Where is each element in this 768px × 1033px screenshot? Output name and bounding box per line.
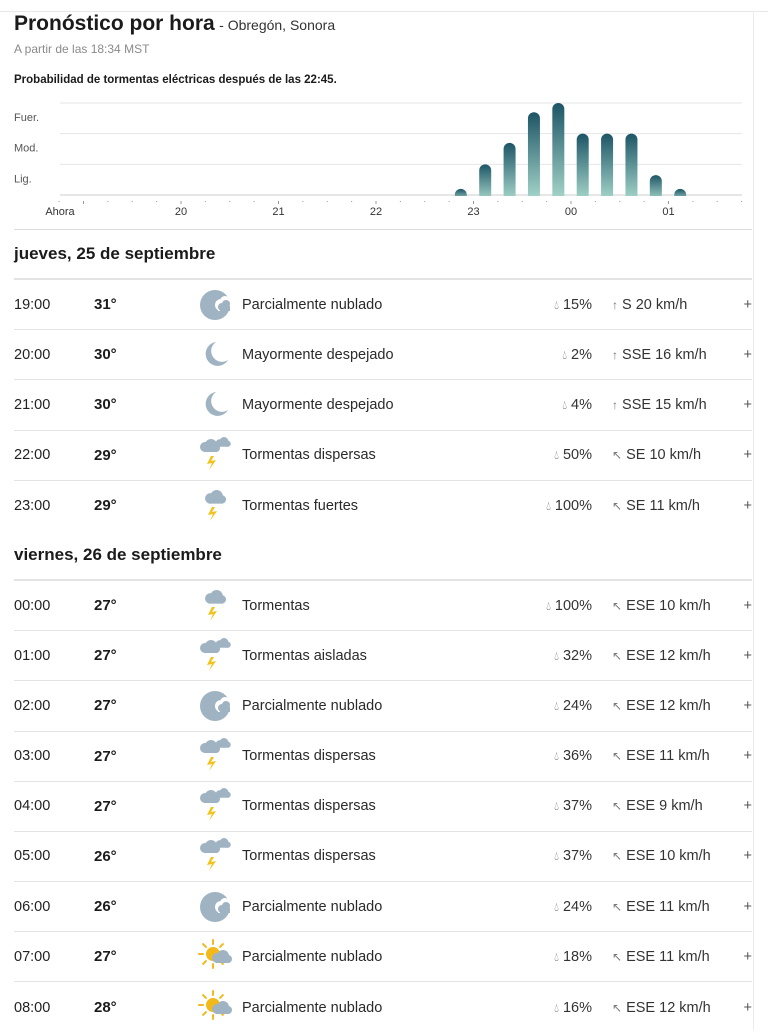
wind-value: SSE 16 km/h (622, 346, 707, 363)
storm-icon (190, 588, 242, 624)
condition: Mayormente despejado (242, 346, 394, 363)
wind-direction-arrow-icon: ↑ (612, 397, 618, 412)
wind-direction-arrow-icon: ↖ (612, 498, 623, 513)
precip-value: 100% (554, 497, 592, 514)
condition: Parcialmente nublado (242, 999, 383, 1016)
precipitation (522, 949, 602, 965)
hour-time: 06:00 (14, 898, 51, 915)
temperature: 27° (94, 597, 117, 615)
hour-row[interactable] (14, 631, 752, 681)
condition: Tormentas aisladas (242, 647, 367, 664)
wind (602, 297, 732, 313)
scattered-storms-icon (190, 638, 242, 674)
expand-button[interactable]: + (743, 948, 752, 965)
hour-time: 03:00 (14, 748, 51, 765)
hour-time: 05:00 (14, 848, 51, 865)
hour-row[interactable] (14, 882, 752, 932)
droplet-icon: 💧︎ (554, 297, 559, 312)
condition: Mayormente despejado (242, 396, 394, 413)
condition: Tormentas dispersas (242, 798, 376, 815)
expand-button[interactable]: + (743, 848, 752, 865)
wind-value: S 20 km/h (622, 296, 688, 313)
forecast-list (14, 230, 752, 1033)
storm-alert: Probabilidad de tormentas eléctricas después de las 22:45. (14, 74, 337, 86)
wind-value: ESE 12 km/h (626, 647, 711, 664)
wind (602, 598, 732, 614)
wind (602, 848, 732, 864)
storm-bar (528, 112, 540, 201)
precip-value: 2% (571, 346, 592, 363)
hour-row[interactable] (14, 732, 752, 782)
expand-button[interactable]: + (743, 697, 752, 714)
hour-time: 02:00 (14, 697, 51, 714)
wind-value: SSE 15 km/h (622, 396, 707, 413)
expand-button[interactable]: + (743, 999, 752, 1016)
droplet-icon: 💧︎ (554, 899, 559, 914)
precipitation (522, 598, 602, 614)
scattered-storms-icon (190, 437, 242, 473)
expand-button[interactable]: + (743, 497, 752, 514)
wind-value: ESE 11 km/h (626, 898, 710, 915)
hour-time: 00:00 (14, 597, 51, 614)
condition: Parcialmente nublado (242, 898, 383, 915)
temperature: 30° (94, 396, 117, 414)
hour-row[interactable] (14, 832, 752, 882)
condition: Tormentas dispersas (242, 447, 376, 464)
droplet-icon: 💧︎ (554, 849, 559, 864)
x-tick-label: 21 (272, 206, 285, 218)
updated-time: A partir de las 18:34 MST (14, 42, 150, 56)
day-rows (14, 280, 752, 531)
storm-bar (552, 103, 564, 201)
storm-bar (601, 134, 613, 201)
wind-value: ESE 12 km/h (626, 697, 711, 714)
precipitation (522, 447, 602, 463)
hour-row[interactable] (14, 280, 752, 330)
storm-bar (625, 134, 637, 201)
expand-button[interactable]: + (743, 296, 752, 313)
hour-time: 19:00 (14, 296, 51, 313)
x-tick-label: 22 (369, 206, 383, 218)
hour-row[interactable] (14, 932, 752, 982)
wind-value: SE 11 km/h (626, 497, 700, 514)
precip-value: 4% (571, 396, 592, 413)
partly-cloudy-night-icon (190, 689, 242, 723)
x-tick-label: 20 (174, 206, 188, 218)
x-tick-label: 00 (564, 206, 578, 218)
precipitation (522, 748, 602, 764)
wind-direction-arrow-icon: ↖ (612, 799, 623, 814)
temperature: 29° (94, 497, 117, 515)
location: - Obregón, Sonora (219, 17, 336, 33)
temperature: 30° (94, 346, 117, 364)
precip-value: 100% (554, 597, 592, 614)
precipitation (522, 1000, 602, 1016)
storm-bar (504, 143, 516, 201)
hour-time: 21:00 (14, 396, 51, 413)
temperature: 26° (94, 847, 117, 865)
wind (602, 949, 732, 965)
temperature: 31° (94, 296, 117, 314)
day-header: viernes, 26 de septiembre (14, 531, 752, 581)
precip-value: 24% (562, 697, 592, 714)
droplet-icon: 💧︎ (554, 1000, 559, 1015)
hour-row[interactable] (14, 330, 752, 380)
droplet-icon: 💧︎ (562, 397, 567, 412)
wind (602, 698, 732, 714)
droplet-icon: 💧︎ (554, 949, 559, 964)
day-rows (14, 581, 752, 1033)
wind-direction-arrow-icon: ↖ (612, 849, 623, 864)
header (14, 12, 752, 36)
condition: Tormentas dispersas (242, 848, 376, 865)
condition: Tormentas dispersas (242, 748, 376, 765)
condition: Parcialmente nublado (242, 697, 383, 714)
precip-value: 37% (562, 848, 592, 865)
wind-value: ESE 10 km/h (626, 848, 711, 865)
temperature: 26° (94, 898, 117, 916)
droplet-icon: 💧︎ (554, 648, 559, 663)
wind-direction-arrow-icon: ↖ (612, 598, 623, 613)
scattered-storms-icon (190, 788, 242, 824)
wind-direction-arrow-icon: ↖ (612, 648, 623, 663)
storm-bar (479, 164, 491, 201)
partly-cloudy-day-icon (190, 939, 242, 975)
storm-chart (14, 92, 752, 230)
wind-value: ESE 11 km/h (626, 748, 710, 765)
temperature: 27° (94, 747, 117, 765)
storm-bar (577, 134, 589, 201)
precip-value: 18% (562, 948, 592, 965)
precip-value: 32% (562, 647, 592, 664)
expand-button[interactable]: + (743, 346, 752, 363)
wind (602, 447, 732, 463)
precip-value: 50% (562, 447, 592, 464)
wind (602, 899, 732, 915)
wind-direction-arrow-icon: ↖ (612, 949, 623, 964)
precipitation (522, 397, 602, 413)
precipitation (522, 498, 602, 514)
precipitation (522, 899, 602, 915)
wind-direction-arrow-icon: ↑ (612, 347, 618, 362)
precipitation (522, 347, 602, 363)
precipitation (522, 648, 602, 664)
droplet-icon: 💧︎ (554, 448, 559, 463)
hour-row[interactable] (14, 681, 752, 731)
precipitation (522, 798, 602, 814)
expand-button[interactable]: + (743, 597, 752, 614)
scattered-storms-icon (190, 838, 242, 874)
wind-direction-arrow-icon: ↑ (612, 297, 618, 312)
wind (602, 397, 732, 413)
page-title: Pronóstico por hora (14, 12, 215, 35)
wind-value: ESE 10 km/h (626, 597, 711, 614)
precip-value: 16% (562, 999, 592, 1016)
wind (602, 648, 732, 664)
wind (602, 748, 732, 764)
x-tick-label: Ahora (45, 206, 75, 218)
precipitation (522, 297, 602, 313)
precip-value: 24% (562, 898, 592, 915)
precipitation (522, 698, 602, 714)
wind-value: SE 10 km/h (626, 447, 702, 464)
hour-time: 20:00 (14, 346, 51, 363)
hour-row[interactable] (14, 380, 752, 430)
hourly-forecast (14, 12, 752, 1033)
droplet-icon: 💧︎ (554, 799, 559, 814)
expand-button[interactable]: + (743, 898, 752, 915)
wind (602, 798, 732, 814)
hour-time: 04:00 (14, 798, 51, 815)
droplet-icon: 💧︎ (562, 347, 567, 362)
y-level-label: Fuer. (14, 112, 40, 124)
precip-value: 36% (562, 748, 592, 765)
hour-row[interactable] (14, 481, 752, 531)
hour-row[interactable] (14, 581, 752, 631)
right-divider (753, 11, 754, 1030)
hour-time: 01:00 (14, 647, 51, 664)
precip-value: 15% (562, 296, 592, 313)
scattered-storms-icon (190, 738, 242, 774)
expand-button[interactable]: + (743, 647, 752, 664)
partly-cloudy-night-icon (190, 288, 242, 322)
x-tick-label: 23 (467, 206, 480, 218)
y-level-label: Lig. (14, 173, 32, 186)
wind-direction-arrow-icon: ↖ (612, 1000, 623, 1015)
droplet-icon: 💧︎ (554, 698, 559, 713)
expand-button[interactable]: + (743, 447, 752, 464)
partly-cloudy-day-icon (190, 990, 242, 1026)
mostly-clear-night-icon (190, 338, 242, 372)
temperature: 27° (94, 647, 117, 665)
x-tick-label: 01 (662, 206, 675, 218)
expand-button[interactable]: + (743, 748, 752, 765)
temperature: 28° (94, 999, 117, 1017)
hour-time: 08:00 (14, 999, 51, 1016)
wind-value: ESE 12 km/h (626, 999, 711, 1016)
hour-row[interactable] (14, 431, 752, 481)
wind-direction-arrow-icon: ↖ (612, 698, 623, 713)
precip-value: 37% (562, 798, 592, 815)
precipitation (522, 848, 602, 864)
wind-direction-arrow-icon: ↖ (612, 448, 623, 463)
condition: Parcialmente nublado (242, 948, 383, 965)
wind (602, 498, 732, 514)
wind-value: ESE 11 km/h (626, 948, 710, 965)
day-header: jueves, 25 de septiembre (14, 230, 752, 280)
wind-direction-arrow-icon: ↖ (612, 899, 623, 914)
y-level-label: Mod. (14, 142, 39, 155)
temperature: 27° (94, 797, 117, 815)
mostly-clear-night-icon (190, 388, 242, 422)
droplet-icon: 💧︎ (546, 598, 551, 613)
condition: Tormentas (242, 597, 310, 614)
wind (602, 1000, 732, 1016)
expand-button[interactable]: + (743, 798, 752, 815)
temperature: 27° (94, 697, 117, 715)
condition: Parcialmente nublado (242, 296, 383, 313)
temperature: 27° (94, 948, 117, 966)
expand-button[interactable]: + (743, 396, 752, 413)
storm-icon (190, 488, 242, 524)
wind-value: ESE 9 km/h (626, 798, 703, 815)
hour-time: 23:00 (14, 497, 51, 514)
wind (602, 347, 732, 363)
condition: Tormentas fuertes (242, 497, 359, 514)
temperature: 29° (94, 446, 117, 464)
droplet-icon: 💧︎ (554, 749, 559, 764)
wind-direction-arrow-icon: ↖ (612, 749, 623, 764)
hour-row[interactable] (14, 782, 752, 832)
droplet-icon: 💧︎ (546, 498, 551, 513)
hour-time: 22:00 (14, 447, 51, 464)
hour-row[interactable] (14, 982, 752, 1032)
hour-time: 07:00 (14, 948, 51, 965)
partly-cloudy-night-icon (190, 890, 242, 924)
